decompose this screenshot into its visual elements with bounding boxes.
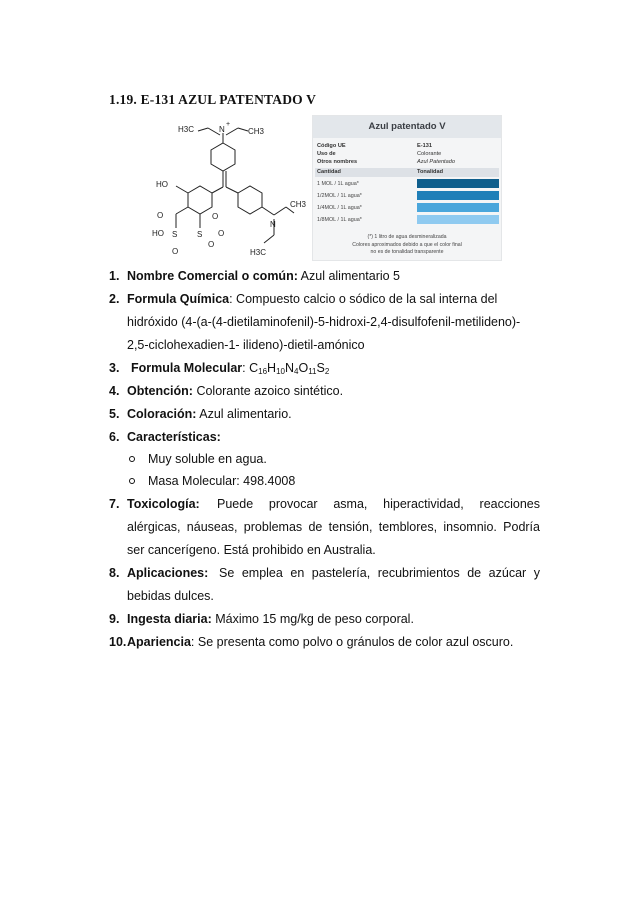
table-header-row <box>315 168 499 177</box>
formula-sub-s: 2 <box>324 367 330 376</box>
swatch-2 <box>417 191 499 200</box>
item-9-number: 9. <box>109 612 120 626</box>
row-otros-value: Azul Patentado <box>417 159 455 165</box>
item-3-label: Formula Molecular <box>131 361 243 375</box>
item-3-number: 3. <box>109 361 120 375</box>
item-3 <box>131 361 329 375</box>
mol-o-left1: O <box>157 211 164 220</box>
molecule-structure <box>138 115 308 261</box>
item-8-line-1: Se emplea en pastelería, recubrimientos de azúcar y <box>219 566 540 580</box>
row-uso-label: Uso de <box>317 151 336 157</box>
item-2-cont-2: 2,5-ciclohexadien-1- ilideno)-dietil-amónico <box>127 338 365 352</box>
e131-figure <box>138 115 502 261</box>
item-7-line-1: Puede provocar asma, hiperactividad, reacciones <box>217 497 540 511</box>
formula-h: H <box>267 361 277 375</box>
item-5 <box>127 407 292 421</box>
item-8-number: 8. <box>109 566 120 580</box>
mol-plus: + <box>226 121 231 128</box>
item-2-number: 2. <box>109 292 120 306</box>
item-3-text: : C <box>242 361 259 375</box>
row-uso-value: Colorante <box>417 151 442 157</box>
bullet-1-icon <box>129 456 135 462</box>
item-1-number: 1. <box>109 269 120 283</box>
mol-h3c-top: H3C <box>178 125 195 134</box>
formula-sub-c: 16 <box>258 367 268 376</box>
mol-ho-so: HO <box>152 229 164 238</box>
item-4-text: Colorante azoico sintético. <box>192 384 344 398</box>
qty-4: 1/8MOL / 1L agua* <box>317 217 362 223</box>
formula-o: O <box>298 361 309 375</box>
qty-2: 1/2MOL / 1L agua* <box>317 193 362 199</box>
header-cantidad: Cantidad <box>317 169 341 175</box>
mol-o-minus: O <box>218 229 225 238</box>
item-7-line-2: alérgicas, náuseas, problemas de tensión, temblores, insomnio. Podría <box>127 520 540 534</box>
swatch-1 <box>417 179 499 188</box>
mol-o-right1: O <box>212 212 219 221</box>
item-10-text: : Se presenta como polvo o gránulos de color azul oscuro. <box>190 635 514 649</box>
row-codigo-value: E-131 <box>417 143 432 149</box>
header-tonalidad: Tonalidad <box>417 169 443 175</box>
item-5-label: Coloración: <box>127 407 197 421</box>
table-note-2: Colores aproximados debido a que el color final <box>352 242 462 248</box>
item-6-label: Características: <box>127 430 221 444</box>
item-1 <box>127 269 400 283</box>
mol-ch3-right: CH3 <box>290 200 307 209</box>
item-5-number: 5. <box>109 407 120 421</box>
item-1-text: Azul alimentario 5 <box>297 269 401 283</box>
formula-s: S <box>316 361 325 375</box>
mol-n-right: N <box>270 220 276 229</box>
item-10 <box>127 635 513 649</box>
item-2-label: Formula Química <box>127 292 230 306</box>
bullet-1-text: Muy soluble en agua. <box>148 452 267 466</box>
mol-n-top: N <box>219 125 225 134</box>
item-4-number: 4. <box>109 384 120 398</box>
table-title: Azul patentado V <box>313 116 501 138</box>
mol-ch3-top: CH3 <box>248 127 265 136</box>
item-8-label: Aplicaciones: <box>127 566 209 580</box>
row-codigo-label: Código UE <box>317 143 346 149</box>
item-8-line-2: bebidas dulces. <box>127 589 214 603</box>
colorant-info-table <box>312 115 502 261</box>
table-note-1: (*) 1 litro de agua desmineralizada <box>367 234 447 240</box>
mol-ho: HO <box>156 180 168 189</box>
item-10-number: 10. <box>109 635 127 649</box>
item-6-number: 6. <box>109 430 120 444</box>
mol-o-left2: O <box>172 247 179 256</box>
item-7-line-3: ser cancerígeno. Está prohibido en Australia. <box>127 543 376 557</box>
item-9 <box>127 612 414 626</box>
item-7-label: Toxicología: <box>127 497 200 511</box>
item-2-cont-1: hidróxido (4-(a-(4-dietilaminofenil)-5-hidroxi-2,4-disulfofenil-metilideno)- <box>127 315 521 329</box>
item-1-label: Nombre Comercial o común: <box>127 269 298 283</box>
item-7-number: 7. <box>109 497 120 511</box>
molecule-svg <box>138 115 308 261</box>
item-4 <box>127 384 343 398</box>
item-9-label: Ingesta diaria: <box>127 612 212 626</box>
item-4-label: Obtención: <box>127 384 193 398</box>
formula-n: N <box>284 361 294 375</box>
qty-3: 1/4MOL / 1L agua* <box>317 205 362 211</box>
item-2-text: : Compuesto calcio o sódico de la sal interna del <box>229 292 498 306</box>
item-9-text: Máximo 15 mg/kg de peso corporal. <box>211 612 414 626</box>
mol-s-left: S <box>172 230 178 239</box>
formula-sub-h: 10 <box>276 367 285 376</box>
bullet-2-text: Masa Molecular: 498.4008 <box>148 474 296 488</box>
mol-s-right: S <box>197 230 203 239</box>
table-note-3: no es de tonalidad transparente <box>370 249 444 255</box>
item-5-text: Azul alimentario. <box>196 407 292 421</box>
qty-1: 1 MOL / 1L agua* <box>317 181 359 187</box>
item-2 <box>127 292 497 306</box>
swatch-4 <box>417 215 499 224</box>
section-heading: 1.19. E-131 AZUL PATENTADO V <box>109 92 317 107</box>
row-otros-label: Otros nombres <box>317 159 358 165</box>
item-10-label: Apariencia <box>127 635 191 649</box>
mol-h3c-bottom: H3C <box>250 248 267 257</box>
swatch-3 <box>417 203 499 212</box>
bullet-2-icon <box>129 478 135 484</box>
mol-o-right2: O <box>208 240 215 249</box>
formula-sub-o: 11 <box>308 367 317 376</box>
formula-sub-n: 4 <box>294 367 299 376</box>
